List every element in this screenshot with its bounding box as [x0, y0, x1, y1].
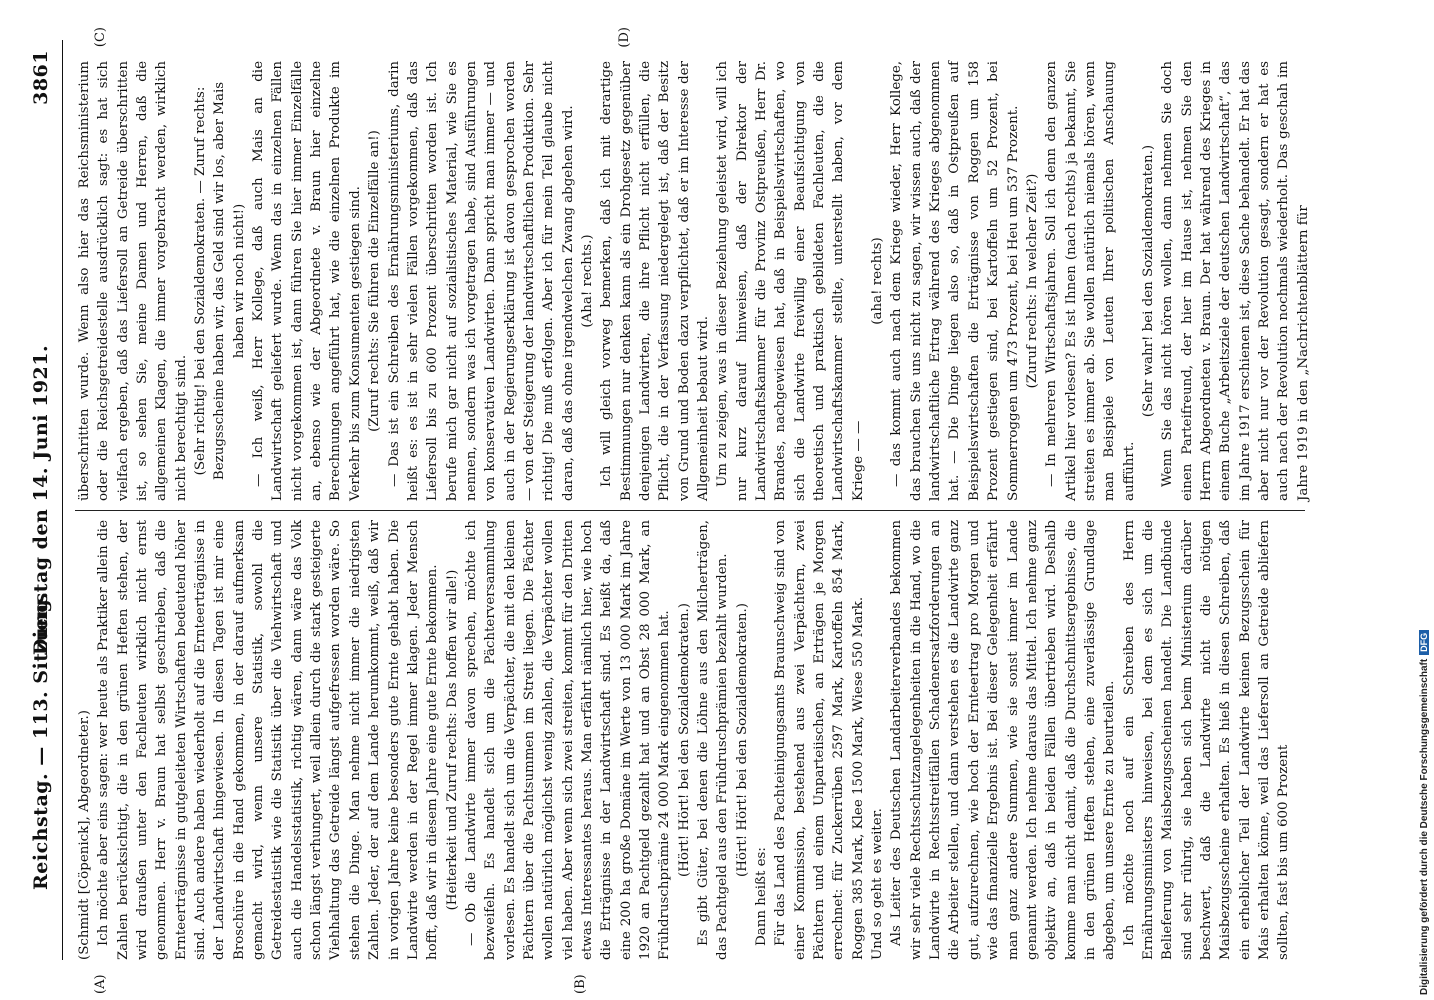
- margin-mark-d: (D): [617, 27, 632, 48]
- digitization-text: Digitalisierung gefördert durch die Deutsche Forschungsgemeinschaft: [1419, 658, 1430, 995]
- left-column: [75, 520, 1305, 994]
- paragraph: (Sehr richtig! bei den Sozialdemokraten. — Zuruf rechts: Bezugsscheine haben wir, das Geld sind wir los, aber Mais haben wir noch nicht!): [193, 81, 247, 481]
- paragraph: überschritten wurde. Wenn also hier das Reichsministerium oder die Reichsgetreidestelle ausdrücklich sagt: es hat sich vielfach ergeben, daß das Liefersoll an Getreide überschritten ist, so sehen Sie, meine Damen und Herren, daß die allgemeinen Klagen, die immer vorgebracht werden, wirklich nicht berechtigt sind.: [77, 61, 189, 501]
- paragraph: (Zuruf rechts: In welcher Zeit?): [1024, 173, 1040, 389]
- column-rule: [75, 510, 1305, 511]
- paragraph: (Heiterkeit und Zuruf rechts: Das hoffen wir alle!): [444, 569, 460, 911]
- paragraph: — Das ist ein Schreiben des Ernährungsministeriums, darin heißt es: es ist in sehr vielen Fällen vorgekommen, daß das Liefersoll bis zu 600 Prozent überschritten worden ist. Ich berufe mich gar nicht auf sozialistisches Material, wie Sie es nennen, sondern was ich vorgetragen habe, sind Ausführungen von konservativen Landwirten. Dann spricht man immer — und auch in der Regierungserklärung ist davon gesprochen worden — von der Steigerung der landwirtschaftlichen Produktion. Sehr richtig! Die muß erfolgen. Aber ich für mein Teil glaube nicht daran, daß das ohne irgendwelchen Zwang abgehen wird.: [386, 61, 576, 501]
- paragraph: Dann heißt es:: [754, 847, 770, 946]
- right-column: [75, 27, 1311, 501]
- paragraph: Für das Land des Pachteinigungsamts Braunschweig sind von einer Kommission, bestehend aus zwei Verpächtern, zwei Pächtern und einem Unparteiischen, an Erträgen je Morgen errechnet: für Zuckerrüben 2597 Mark, Kartoffeln 854 Mark, Roggen 385 Mark, Klee 1500 Mark, Wiese 550 Mark.: [773, 520, 866, 960]
- paragraph: Als Leiter des Deutschen Landarbeiterverbandes bekommen wir sehr viele Rechtsschutzangelegenheiten in die Hand, wo die Landwirte in Rechtsstreitfällen Schadenersatzforderungen an die Arbeiter stellen, und dann verstehen es die Landwirte ganz gut, aufzurechnen, wie hoch der Ernteertrag pro Morgen und wie das finanzielle Ergebnis ist. Bei dieser Gelegenheit erfährt man ganz andere Summen, wie sie sonst immer im Lande genannt werden. Ich nehme daraus das Mittel. Ich nehme ganz objektiv an, daß in beiden Fällen übertrieben wird. Deshalb komme man nicht damit, daß die Durchschnittsergebnisse, die in den grünen Heften stehen, eine zuverlässige Grundlage abgeben, um unsere Ernte zu beurteilen.: [889, 520, 1118, 960]
- paragraph: Ich möchte noch auf ein Schreiben des Herrn Ernährungsministers hinweisen, bei dem es sich um die Belieferung von Maisbezugsscheinen handelt. Die Landbünde sind sehr rührig, sie haben sich beim Ministerium darüber beschwert, daß die Landwirte nicht die nötigen Maisbezugsscheine erhalten. Es hieß in diesen Schreiben, daß ein erheblicher Teil der Landwirte keinen Bezugsschein für Mais erhalten könne, weil das Liefersoll an Getreide abliefern sollten, fast bis um 600 Prozent: [1121, 520, 1292, 960]
- paragraph: (Aha! rechts.): [579, 234, 595, 328]
- paragraph: Um zu zeigen, was in dieser Beziehung geleistet wird, will ich nur kurz darauf hinweisen, daß der Direktor der Landwirtschaftskammer für die Provinz Ostpreußen, Herr Dr. Brandes, nachgewiesen hat, daß in Beispielswirtschaften, wo sich die Landwirte freiwillig einer Beaufsichtigung von theoretisch und praktisch gebildeten Fachleuten, die die Landwirtschaftskammer stellte, unterstellt haben, vor dem Kriege — —: [715, 61, 866, 501]
- margin-mark-c: (C): [93, 27, 108, 48]
- paragraph: — das kommt auch nach dem Kriege wieder, Herr Kollege, das brauchen Sie uns nicht zu sagen, wir wissen auch, daß der landwirtschaftliche Ertrag während des Krieges abgenommen hat. — Die Dinge liegen also so, daß in Ostpreußen auf Beispielswirtschaften die Erträgnisse von Roggen um 158 Prozent gestiegen sind, bei Kartoffeln um 52 Prozent, bei Sommerroggen um 473 Prozent, bei Heu um 537 Prozent.: [889, 61, 1021, 501]
- digitization-note: [1419, 5, 1430, 995]
- paragraph: (Hört! Hört! bei den Sozialdemokraten.): [734, 603, 750, 877]
- paragraph: (Sehr wahr! bei den Sozialdemokraten.): [1140, 144, 1156, 418]
- paragraph: Ich möchte aber eins sagen: wer heute als Praktiker allein die Zahlen berücksichtigt, die in den grünen Heften stehen, der wird draußen unter den Fachleuten wirklich nicht ernst genommen. Herr v. Braun hat selbst geschrieben, daß die Ernteerträgnisse in gutgeleiteten Wirtschaften bedeutend höher sind. Auch andere haben wiederholt auf die Ernteerträgnisse in der Landwirtschaft hingewiesen. In diesen Tagen ist mir eine Broschüre in die Hand gekommen, in der darauf aufmerksam gemacht wird, wenn unsere Statistik, sowohl die Getreidestatistik wie die Statistik über die Viehwirtschaft und auch die Handelsstatistik, richtig wären, dann wäre das Volk schon längst verhungert, weil allein durch die stark gesteigerte Viehhaltung das Getreide längst aufgefressen worden wäre. So stehen die Dinge. Man nehme nicht immer die niedrigsten Zahlen. Jeder, der auf dem Lande herumkommt, weiß, daß wir in vorigen Jahre keine besonders gute Ernte gehabt haben. Die Landwirte werden in der Regel immer klagen. Jeder Mensch hofft, daß wir in diesem Jahre eine gute Ernte bekommen.: [96, 520, 441, 960]
- paragraph: (Zuruf rechts: Sie führen die Einzelfälle an!): [367, 130, 383, 432]
- page-header: [22, 40, 63, 960]
- dfg-logo: DFG: [1419, 630, 1429, 655]
- header-left: Reichstag. — 113. Sitzung.: [30, 591, 52, 890]
- paragraph: (Schmidt [Cöpenick], Abgeordneter.): [77, 709, 92, 960]
- paragraph: (aha! rechts): [870, 237, 886, 325]
- margin-mark-b: (B): [573, 974, 588, 994]
- text-columns: [75, 27, 1311, 994]
- header-date: Dienstag den 14. Juni 1921.: [30, 344, 52, 656]
- page-number: 3861: [30, 50, 52, 105]
- margin-mark-a: (A): [93, 974, 108, 994]
- paragraph: (Hört! Hört! bei den Sozialdemokraten.): [676, 603, 692, 877]
- paragraph: — Ich weiß, Herr Kollege, daß auch Mais an die Landwirtschaft geliefert wurde. Wenn das in einzelnen Fällen nicht vorgekommen ist, dann führen Sie hier immer Einzelfälle an, ebenso wie der Abgeordnete v. Braun hier einzelne Berechnungen angeführt hat, wie die einzelnen Produkte im Verkehr bis zum Konsumenten gestiegen sind.: [251, 61, 363, 501]
- paragraph: — In mehreren Wirtschaftsjahren. Soll ich denn den ganzen Artikel hier vorlesen? Es ist Ihnen (nach rechts) ja bekannt, Sie streiten es immer ab. Sie wollen natürlich niemals hören, wenn man Beispiele von Leuten Ihrer politischen Anschauung aufführt.: [1044, 61, 1137, 501]
- paragraph: Und so geht es weiter.: [870, 808, 886, 960]
- paragraph: Ich will gleich vorweg bemerken, daß ich mit derartige Bestimmungen nur denken kann als ein Drohgesetz gegenüber denjenigen Landwirten, die ihre Pflicht nicht erfüllen, die Pflicht, die in der Verfassung niedergelegt ist, daß der Besitz von Grund und Boden dazu verpflichtet, daß er im Interesse der Allgemeinheit bebaut wird.: [599, 61, 711, 501]
- paragraph: — Ob die Landwirte immer davon sprechen, möchte ich bezweifeln. Es handelt sich um die Pächterversammlung vorlesen. Es handelt sich um die Verpächter, die mit den kleinen Pächtern über die Pachtsummen im Streit liegen. Die Pächter wollen natürlich möglichst wenig zahlen, die Verpächter wollen viel haben. Aber wenn sich zwei streiten, kommt für den Dritten etwas Interessantes heraus. Man erfährt nämlich hier, wie hoch die Erträgnisse in der Landwirtschaft sind. Es heißt da, daß eine 200 ha große Domäne im Werte von 13 000 Mark im Jahre 1920 an Pachtgeld gezahlt hat und an Obst 28 000 Mark, an Frühdruschprämie 24 000 Mark eingenommen hat.: [463, 520, 673, 960]
- paragraph: Wenn Sie das nicht hören wollen, dann nehmen Sie doch einen Parteifreund, der hier im Hause ist, nehmen Sie den Herrn Abgeordneten v. Braun. Der hat während des Krieges in einem Buche „Arbeitsziele der deutschen Landwirtschaft“, das im Jahre 1917 erschienen ist, diese Sache behandelt. Er hat das aber nicht nur vor der Revolution gesagt, sondern er hat es auch nach der Revolution nochmals wiederholt. Das geschah im Jahre 1919 in den „Nachrichtenblättern für: [1160, 61, 1311, 501]
- paragraph: Es gibt Güter, bei denen die Löhne aus den Milcherträgen, das Pachtgeld aus den Frühdruschprämien bezahlt wurden.: [696, 520, 731, 960]
